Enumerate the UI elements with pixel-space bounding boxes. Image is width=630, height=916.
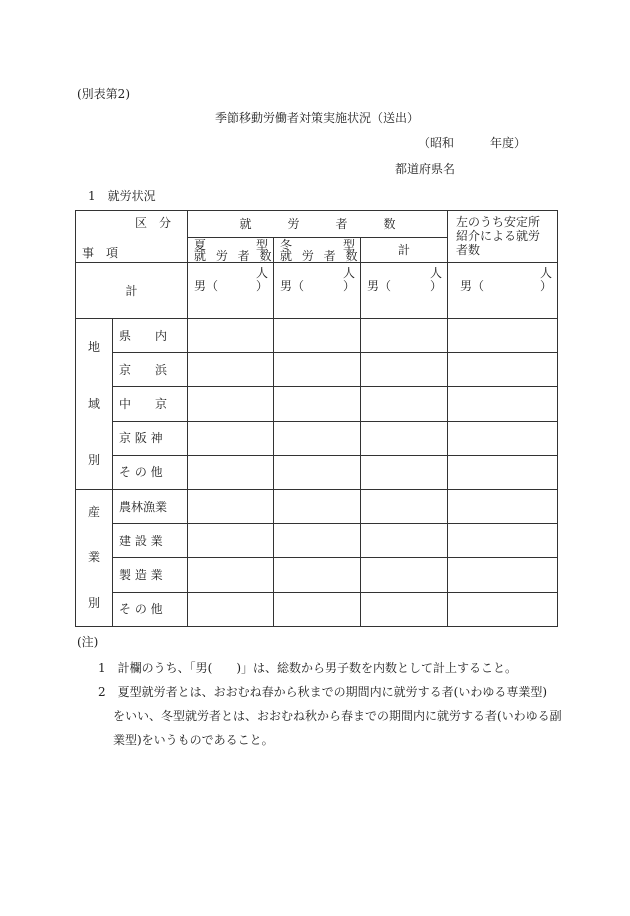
data-cell[interactable] [448,387,558,421]
prefecture-name: 都道府県名 [395,162,456,176]
summer-b: 型 [255,238,268,252]
industry-row-label: そ の 他 [113,592,188,626]
data-cell[interactable] [361,353,448,387]
workers-header: 就 労 者 数 [188,211,448,238]
data-cell[interactable] [274,592,361,626]
summer-c: 就 労 者 数 [194,249,275,263]
note-1: 1 計欄のうち、「男( )」は、総数から男子数を内数として計上すること。 [98,661,518,675]
group-char: 業 [87,550,100,565]
group-char: 産 [87,505,100,520]
winter-a: 冬 [280,238,293,252]
data-cell[interactable] [188,490,274,524]
data-cell[interactable] [361,319,448,353]
data-cell[interactable] [361,490,448,524]
table-row [76,558,558,592]
data-cell[interactable] [274,387,361,421]
era-year: （昭和 年度） [418,136,527,150]
data-cell[interactable] [448,490,558,524]
summer-header [188,238,274,263]
male-close: ） [255,279,268,293]
corner-top: 区 分 [134,216,171,230]
unit: 人 [429,266,442,280]
group-char: 地 [87,340,100,354]
table-row [76,387,558,421]
document-title: 季節移動労働者対策実施状況（送出） [215,111,420,125]
total-cell[interactable] [448,263,558,319]
group-char: 別 [87,595,100,610]
referral-header: 左のうち安定所紹介による就労者数 [448,211,558,263]
data-cell[interactable] [188,387,274,421]
data-cell[interactable] [188,319,274,353]
table-row [76,455,558,489]
data-cell[interactable] [448,558,558,592]
data-cell[interactable] [188,353,274,387]
winter-c: 就 労 者 数 [280,249,361,263]
note-2-line-1: 2 夏型就労者とは、おおむね春から秋までの期間内に就労する者(いわゆる専業型) [98,685,548,699]
data-cell[interactable] [448,319,558,353]
group-char: 域 [87,396,100,411]
region-row-label: 中 京 [113,387,188,421]
region-row-label: 京 浜 [113,353,188,387]
unit: 人 [539,266,552,280]
industry-row-label: 農林漁業 [113,490,188,524]
total-col-header: 計 [361,238,448,263]
unit: 人 [342,266,355,280]
table-row [76,524,558,558]
data-cell[interactable] [361,558,448,592]
data-cell[interactable] [448,455,558,489]
industry-row-label: 製 造 業 [113,558,188,592]
data-cell[interactable] [274,319,361,353]
industry-group-label [76,490,113,627]
total-row [76,263,558,319]
group-char: 別 [87,453,100,468]
region-group-label [76,319,113,490]
note-2-line-2: をいい、冬型就労者とは、おおむね秋から春までの期間内に就労する者(いわゆる副 [113,709,562,723]
data-cell[interactable] [448,524,558,558]
data-cell[interactable] [274,558,361,592]
industry-row-label: 建 設 業 [113,524,188,558]
data-cell[interactable] [188,455,274,489]
annex-label: (別表第2) [77,87,130,101]
corner-header [76,211,188,263]
summer-a: 夏 [194,238,207,252]
total-cell[interactable] [274,263,361,319]
male-close: ） [342,279,355,293]
data-cell[interactable] [274,524,361,558]
data-cell[interactable] [188,421,274,455]
male-close: ） [429,279,442,293]
table-row [76,490,558,524]
section-heading: 1 就労状況 [88,189,156,203]
note-2-line-3: 業型)をいうものであること。 [113,733,274,747]
data-cell[interactable] [188,524,274,558]
table-row [76,353,558,387]
region-row-label: 京 阪 神 [113,421,188,455]
male-open: 男（ [194,279,219,293]
data-cell[interactable] [448,421,558,455]
data-cell[interactable] [361,387,448,421]
data-cell[interactable] [274,490,361,524]
total-cell[interactable] [361,263,448,319]
data-cell[interactable] [361,421,448,455]
data-cell[interactable] [361,455,448,489]
employment-table [75,210,558,627]
unit: 人 [255,266,268,280]
corner-bottom: 事 項 [82,246,119,260]
region-row-label: 県 内 [113,319,188,353]
data-cell[interactable] [448,353,558,387]
data-cell[interactable] [188,592,274,626]
total-row-label: 計 [76,263,188,319]
male-close: ） [539,279,552,293]
region-row-label: そ の 他 [113,455,188,489]
table-row [76,421,558,455]
data-cell[interactable] [188,558,274,592]
table-row [76,592,558,626]
data-cell[interactable] [448,592,558,626]
male-open: 男（ [280,279,305,293]
data-cell[interactable] [274,353,361,387]
male-open: 男（ [367,279,392,293]
data-cell[interactable] [361,524,448,558]
data-cell[interactable] [361,592,448,626]
winter-header [274,238,361,263]
total-cell[interactable] [188,263,274,319]
data-cell[interactable] [274,421,361,455]
notes-heading: (注) [77,635,99,649]
winter-b: 型 [342,238,355,252]
table-row [76,319,558,353]
data-cell[interactable] [274,455,361,489]
male-open: 男（ [460,279,485,293]
